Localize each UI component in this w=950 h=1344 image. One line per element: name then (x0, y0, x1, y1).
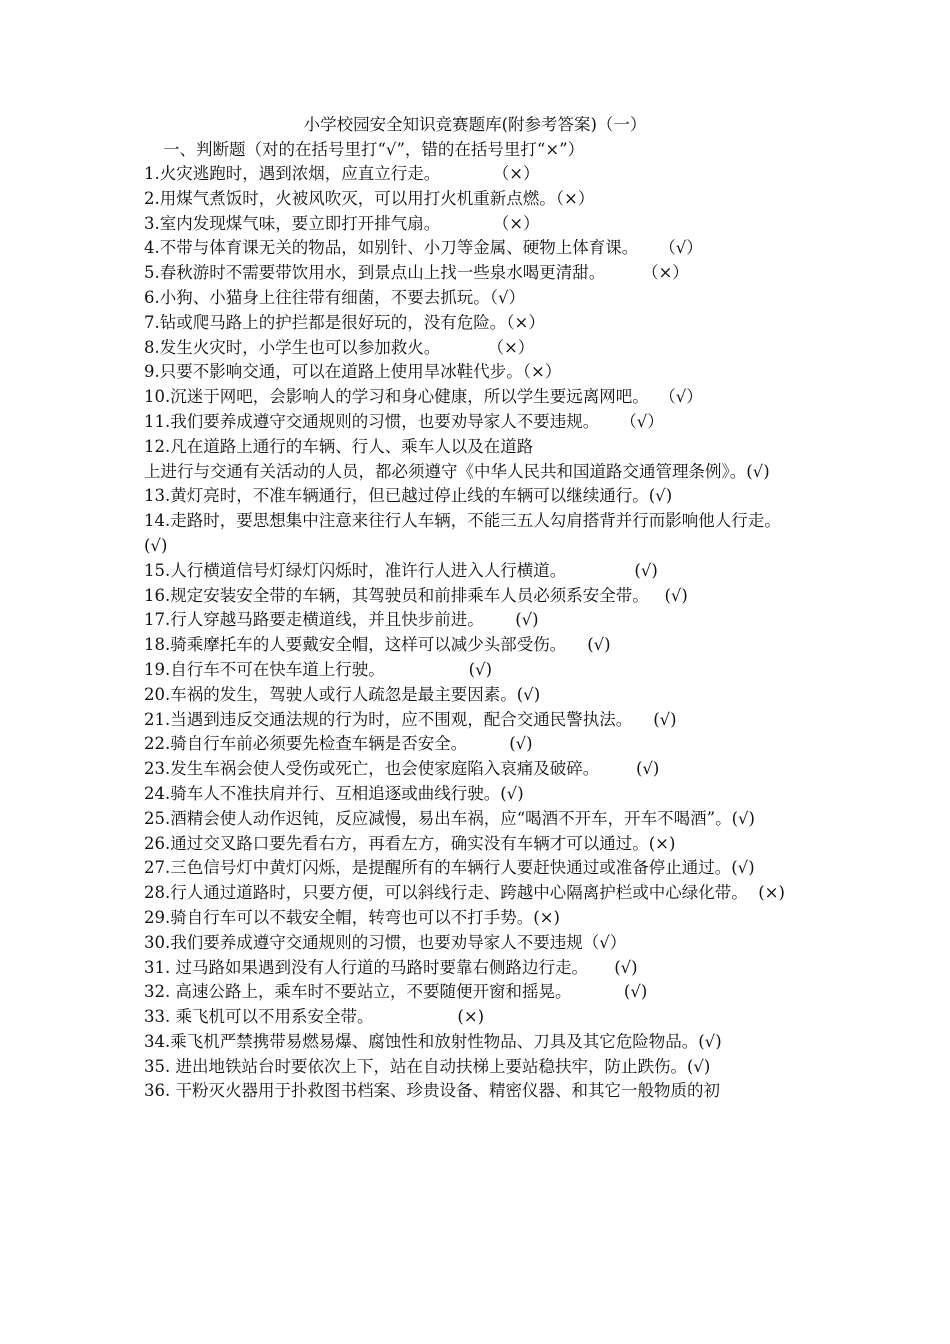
question-item: 7.钻或爬马路上的护拦都是很好玩的，没有危险。（×） (144, 312, 545, 332)
question-item: 13.黄灯亮时，不准车辆通行，但已越过停止线的车辆可以继续通行。(√) (144, 486, 673, 506)
question-item: 26.通过交叉路口要先看右方，再看左方，确实没有车辆才可以通过。(×) (144, 833, 676, 853)
question-item: 18.骑乘摩托车的人要戴安全帽，这样可以减少头部受伤。 (√) (144, 635, 611, 655)
question-item: 8.发生火灾时，小学生也可以参加救火。 （×） (144, 337, 535, 357)
question-item: 23.发生车祸会使人受伤或死亡，也会使家庭陷入哀痛及破碎。 (√) (144, 759, 660, 779)
question-item: 15.人行横道信号灯绿灯闪烁时，准许行人进入人行横道。 (√) (144, 560, 658, 580)
question-list (144, 162, 814, 1104)
question-item: 6.小狗、小猫身上往往带有细菌，不要去抓玩。（√） (144, 287, 526, 307)
section-heading: 一、判断题（对的在括号里打“√”，错的在括号里打“×”） (163, 140, 585, 159)
question-item: 1.火灾逃跑时，遇到浓烟，应直立行走。 （×） (144, 164, 540, 183)
question-item: 25.酒精会使人动作迟钝，反应减慢，易出车祸，应“喝酒不开车，开车不喝酒”。(√) (144, 808, 755, 828)
question-item: 5.春秋游时不需要带饮用水，到景点山上找一些泉水喝更清甜。 （×） (144, 263, 689, 283)
question-item: 16.规定安装安全带的车辆，其驾驶员和前排乘车人员必须系安全带。 (√) (144, 585, 688, 605)
question-item: 3.室内发现煤气味，要立即打开排气扇。 （×） (144, 213, 540, 233)
question-item: 30.我们要养成遵守交通规则的习惯，也要劝导家人不要违规（√） (144, 932, 627, 952)
question-item: 12.凡在道路上通行的车辆、行人、乘车人以及在道路 上进行与交通有关活动的人员，都必须遵守《中华人民共和国道路交通管理条例》。(√) (144, 436, 770, 481)
question-item: 31. 过马路如果遇到没有人行道的马路时要靠右侧路边行走。 (√) (144, 957, 638, 977)
question-item: 29.骑自行车可以不载安全帽，转弯也可以不打手势。(×) (144, 907, 560, 927)
question-item: 21.当遇到违反交通法规的行为时，应不围观，配合交通民警执法。 (√) (144, 709, 677, 729)
question-item: 32. 高速公路上，乘车时不要站立，不要随便开窗和摇晃。 (√) (144, 982, 648, 1002)
question-item: 28.行人通过道路时，只要方便，可以斜线行走、跨越中心隔离护栏或中心绿化带。 (×) (144, 883, 785, 903)
question-item: 17.行人穿越马路要走横道线，并且快步前进。 (√) (144, 610, 539, 630)
question-item: 34.乘飞机严禁携带易燃易爆、腐蚀性和放射性物品、刀具及其它危险物品。(√) (144, 1031, 722, 1051)
question-item: 4.不带与体育课无关的物品，如别针、小刀等金属、硬物上体育课。 （√） (144, 238, 703, 258)
question-item: 36. 干粉灭火器用于扑救图书档案、珍贵设备、精密仪器、和其它一般物质的初 (144, 1081, 720, 1101)
question-item: 20.车祸的发生，驾驶人或行人疏忽是最主要因素。(√) (144, 684, 541, 704)
question-item: 10.沉迷于网吧，会影响人的学习和身心健康，所以学生要远离网吧。 （√） (144, 387, 703, 407)
question-item: 22.骑自行车前必须要先检查车辆是否安全。 (√) (144, 734, 533, 754)
document-title: 小学校园安全知识竞赛题库(附参考答案)（一） (303, 115, 647, 134)
question-item: 19.自行车不可在快车道上行驶。 (√) (144, 659, 493, 679)
question-item: 35. 进出地铁站台时要依次上下，站在自动扶梯上要站稳扶牢，防止跌伤。(√) (144, 1056, 711, 1076)
question-item: 11.我们要养成遵守交通规则的习惯，也要劝导家人不要违规。 （√） (144, 411, 664, 431)
question-item: 33. 乘飞机可以不用系安全带。 (×) (144, 1007, 485, 1027)
question-item: 14.走路时，要思想集中注意来往行人车辆，不能三五人勾肩搭背并行而影响他人行走。 (√) (144, 511, 792, 555)
question-item: 24.骑车人不准扶肩并行、互相追逐或曲线行驶。(√) (144, 783, 524, 803)
question-item: 2.用煤气煮饭时，火被风吹灭，可以用打火机重新点燃。（×） (144, 188, 595, 208)
question-item: 9.只要不影响交通，可以在道路上使用旱冰鞋代步。（×） (144, 362, 562, 382)
question-item: 27.三色信号灯中黄灯闪烁，是提醒所有的车辆行人要赶快通过或准备停止通过。(√) (144, 858, 755, 878)
